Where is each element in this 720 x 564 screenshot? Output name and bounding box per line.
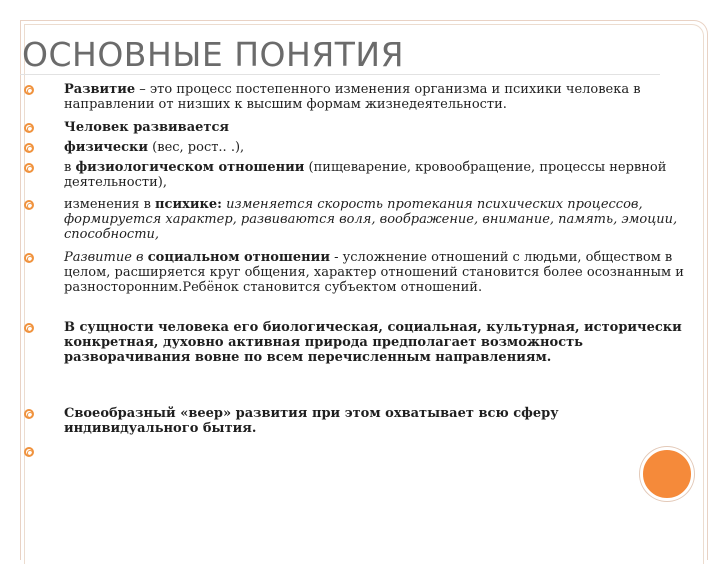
list-item-text: изменения в <box>64 197 156 212</box>
decorative-circle-icon <box>640 447 694 501</box>
list-item-text: Развитие <box>64 82 136 97</box>
list-item-text: физиологическом отношении <box>75 160 305 175</box>
bullet-icon <box>24 253 34 263</box>
list-item <box>64 320 694 365</box>
list-item-text: изменяется скорость протекания психических процессов, формируется характер, развиваются воля, воображение, внимание, память, эмоции, способности, <box>64 197 678 242</box>
list-item-text: – это процесс постепенного изменения организма и психики человека в направлении от низших к высшим формам жизнедеятельности. <box>64 82 641 112</box>
list-item-text: социальном отношении <box>147 250 330 265</box>
list-item-text: психике: <box>155 197 222 212</box>
list-item <box>64 197 694 242</box>
list-item <box>64 250 694 295</box>
list-item-text: - усложнение отношений с людьми, обществом в целом, расширяется круг общения, характер отношений становится более осознанным и разносторонним.Ребёнок становится субъектом отношений. <box>64 250 684 295</box>
bullet-icon <box>24 200 34 210</box>
list-item-text: физически <box>64 140 149 155</box>
bullet-icon <box>24 409 34 419</box>
bullet-icon <box>24 447 34 457</box>
list-item-text: Человек развивается <box>64 120 229 135</box>
bullet-icon <box>24 323 34 333</box>
list-item-text: Своеобразный «веер» развития при этом охватывает всю сферу индивидуального бытия. <box>64 406 559 436</box>
bullet-icon <box>24 163 34 173</box>
list-item-text: В сущности человека его биологическая, социальная, культурная, исторически конкретная, духовно активная природа предполагает возможность разворачивания вовне по всем перечисленным направлениям. <box>64 320 682 365</box>
list-item <box>64 406 694 436</box>
title-divider <box>20 74 660 75</box>
list-item <box>64 82 694 112</box>
list-item-text: Развитие в <box>64 250 148 265</box>
list-item-text: (вес, рост.. .), <box>148 140 245 155</box>
list-item-text: в <box>64 160 76 175</box>
list-item-text: (пищеварение, кровообращение, процессы нервной деятельности), <box>64 160 667 190</box>
bullet-icon <box>24 143 34 153</box>
list-item <box>64 140 694 155</box>
list-item <box>64 160 694 190</box>
bullet-icon <box>24 85 34 95</box>
page-title: ОСНОВНЫЕ ПОНЯТИЯ <box>22 35 405 74</box>
bullet-icon <box>24 123 34 133</box>
list-item <box>64 120 694 135</box>
